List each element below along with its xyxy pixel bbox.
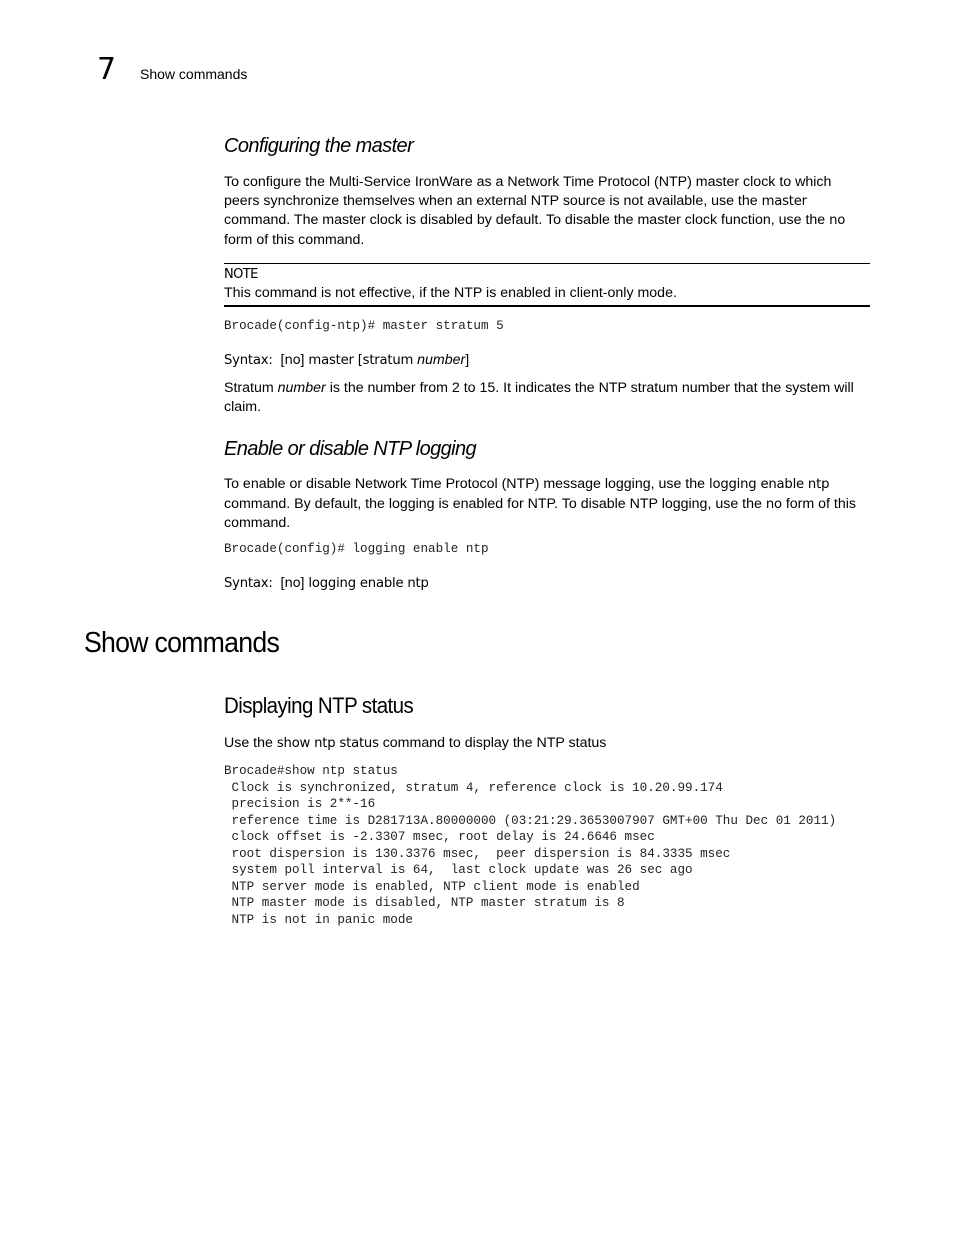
section-heading: Show commands	[84, 627, 280, 659]
paragraph-text: Use the	[224, 735, 273, 751]
paragraph-text: command. By default, the logging is enabled for NTP. To disable NTP logging, use the	[224, 495, 762, 512]
parameter-name: number	[277, 380, 326, 396]
configuring-master-paragraph	[224, 173, 870, 249]
syntax-bracket: ]	[300, 575, 305, 591]
paragraph-text: To configure the Multi-Service IronWare as a Network Time Protocol (NTP) master clock to which peers synchronize themselves when an external NTP source is not available, use the	[224, 174, 832, 209]
chapter-number: 7	[97, 52, 117, 87]
ntp-logging-heading: Enable or disable NTP logging	[224, 438, 477, 460]
syntax-label: Syntax:	[224, 576, 273, 591]
syntax-bracket: ]	[465, 352, 470, 368]
ntp-status-output: Brocade#show ntp status Clock is synchronized, stratum 4, reference clock is 10.20.99.174 precision is 2**-16 reference time is D281713A.80000000 (03:21:29.3653007907 GMT+00 Thu Dec 01 2011) clock offset is -2.3307 msec, root delay is 24.6646 msec root dispersion is 130.3376 msec, peer dispersion is 84.3335 msec system poll interval is 64, last clock update was 26 sec ago NTP server mode is enabled, NTP client mode is enabled NTP master mode is disabled, NTP master stratum is 8 NTP is not in panic mode	[224, 764, 837, 927]
show-ntp-paragraph	[224, 734, 870, 754]
no-keyword: no	[829, 213, 846, 228]
syntax-no: no	[284, 353, 301, 368]
command-keyword: show ntp status	[276, 736, 379, 751]
paragraph-text: command. The master clock is disabled by default. To disable the master clock function, use the	[224, 212, 826, 228]
syntax-bracket: [	[280, 352, 285, 368]
paragraph-text: form of this command.	[224, 495, 856, 531]
syntax-bracket: ]	[300, 352, 305, 368]
syntax-parameter: number	[417, 352, 466, 368]
syntax-command: master [stratum	[308, 353, 414, 368]
master-syntax	[224, 351, 870, 371]
note-top-rule	[224, 263, 870, 264]
command-keyword: master	[761, 193, 807, 209]
syntax-no: no	[284, 576, 301, 591]
paragraph-text: To enable or disable Network Time Protocol (NTP) message logging, use the	[224, 476, 706, 492]
command-keyword: logging enable ntp	[708, 477, 830, 492]
logging-syntax	[224, 574, 870, 594]
paragraph-text: command to display the NTP status	[382, 735, 607, 751]
master-code-example: Brocade(config-ntp)# master stratum 5	[224, 319, 504, 333]
configuring-master-heading: Configuring the master	[224, 135, 414, 157]
syntax-command: logging enable ntp	[308, 576, 429, 591]
paragraph-text: is the number from 2 to 15. It indicates the NTP stratum number that the system will claim.	[224, 380, 854, 415]
paragraph-text: form of this command.	[224, 231, 365, 248]
ntp-logging-paragraph	[224, 475, 870, 533]
syntax-bracket: [	[280, 575, 285, 591]
running-title: Show commands	[140, 66, 248, 82]
logging-code-example: Brocade(config)# logging enable ntp	[224, 542, 489, 556]
stratum-description	[224, 379, 870, 416]
note-label: NOTE	[224, 267, 258, 282]
syntax-label: Syntax:	[224, 353, 273, 368]
note-bottom-rule	[224, 305, 870, 307]
note-text: This command is not effective, if the NTP is enabled in client-only mode.	[224, 285, 677, 301]
subsection-heading: Displaying NTP status	[224, 693, 414, 718]
no-keyword: no	[765, 496, 782, 512]
paragraph-text: Stratum	[224, 380, 274, 396]
